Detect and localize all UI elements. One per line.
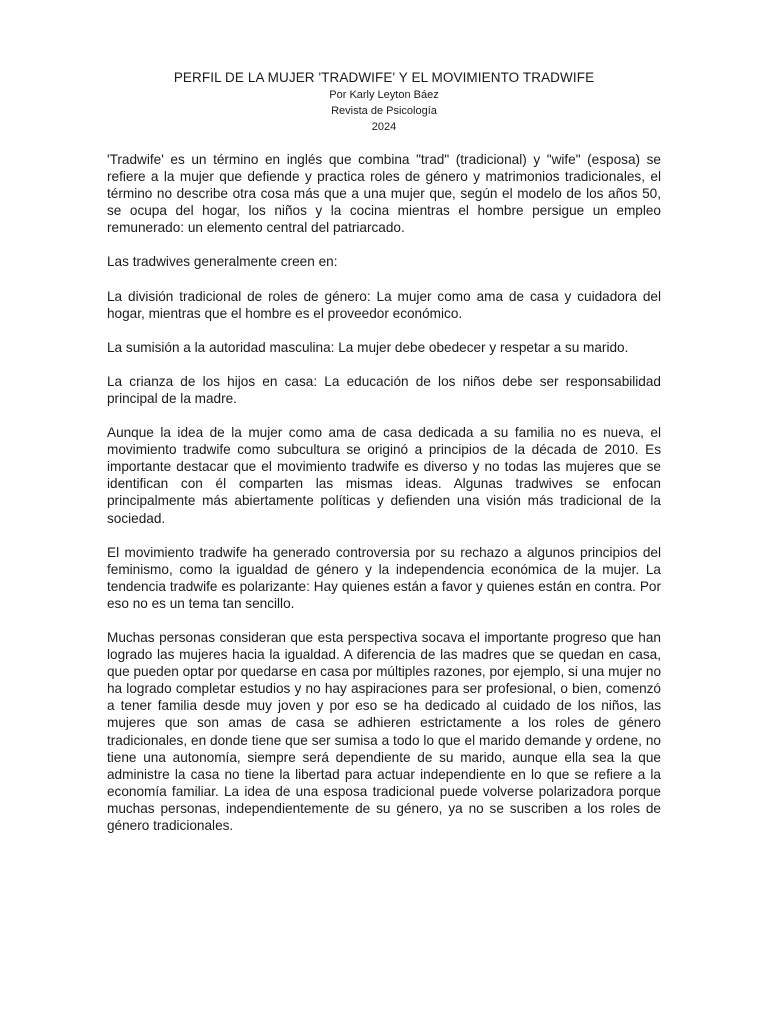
- document-page: [107, 68, 661, 851]
- author-line: Por Karly Leyton Báez: [329, 89, 439, 101]
- paragraph-criticism: Muchas personas consideran que esta perspectiva socava el importante progreso que han logrado las mujeres hacia la igualdad. A diferencia de las madres que se quedan en casa, que pueden optar por quedarse en casa por múltiples razones, por ejemplo, si una mujer no ha logrado completar estudios y no hay aspiraciones para ser profesional, o bien, comenzó a tener familia desde muy joven y por eso se ha dedicado al cuidado de los niños, las mujeres que son amas de casa se adhieren estrictamente a los roles de género tradicionales, en donde tiene que ser sumisa a todo lo que el marido demande y ordene, no tiene una autonomía, siempre será dependiente de su marido, aunque ella sea la que administre la casa no tiene la libertad para actuar independiente en lo que se refiere a la economía familiar. La idea de una esposa tradicional puede volverse polarizadora porque muchas personas, independientemente de su género, ya no se suscriben a los roles de género tradicionales.: [107, 629, 661, 833]
- year-line: 2024: [371, 121, 397, 133]
- paragraph-belief-submission: La sumisión a la autoridad masculina: La mujer debe obedecer y respetar a su marido.: [107, 339, 629, 355]
- paragraph-controversy: El movimiento tradwife ha generado controversia por su rechazo a algunos principios del feminismo, como la igualdad de género y la independencia económica de la mujer. La tendencia tradwife es polarizante: Hay quienes están a favor y quienes están en contra. Por eso no es un tema tan sencillo.: [107, 544, 661, 611]
- paragraph-origin: Aunque la idea de la mujer como ama de casa dedicada a su familia no es nueva, el movimiento tradwife como subcultura se originó a principios de la década de 2010. Es importante destacar que el movimiento tradwife es diverso y no todas las mujeres que se identifican con él comparten las mismas ideas. Algunas tradwives se enfocan principalmente más abiertamente políticas y defienden una visión más tradicional de la sociedad.: [107, 425, 661, 526]
- paragraph-belief-childrearing: La crianza de los hijos en casa: La educación de los niños debe ser responsabilidad principal de la madre.: [107, 373, 661, 406]
- paragraph-belief-roles: La división tradicional de roles de género: La mujer como ama de casa y cuidadora del hogar, mientras que el hombre es el proveedor económico.: [107, 288, 661, 321]
- document-title: PERFIL DE LA MUJER 'TRADWIFE' Y EL MOVIMIENTO TRADWIFE: [173, 70, 595, 85]
- publication-line: Revista de Psicología: [331, 105, 437, 117]
- document-header: [107, 68, 661, 135]
- document-body: [107, 151, 661, 834]
- paragraph-beliefs-intro: Las tradwives generalmente creen en:: [107, 254, 338, 270]
- paragraph-definition: 'Tradwife' es un término en inglés que combina "trad" (tradicional) y "wife" (esposa) se refiere a la mujer que defiende y practica roles de género y matrimonios tradicionales, el término no describe otra cosa más que a una mujer que, según el modelo de los años 50, se ocupa del hogar, los niños y la cocina mientras el hombre persigue un empleo remunerado: un elemento central del patriarcado.: [107, 152, 661, 236]
